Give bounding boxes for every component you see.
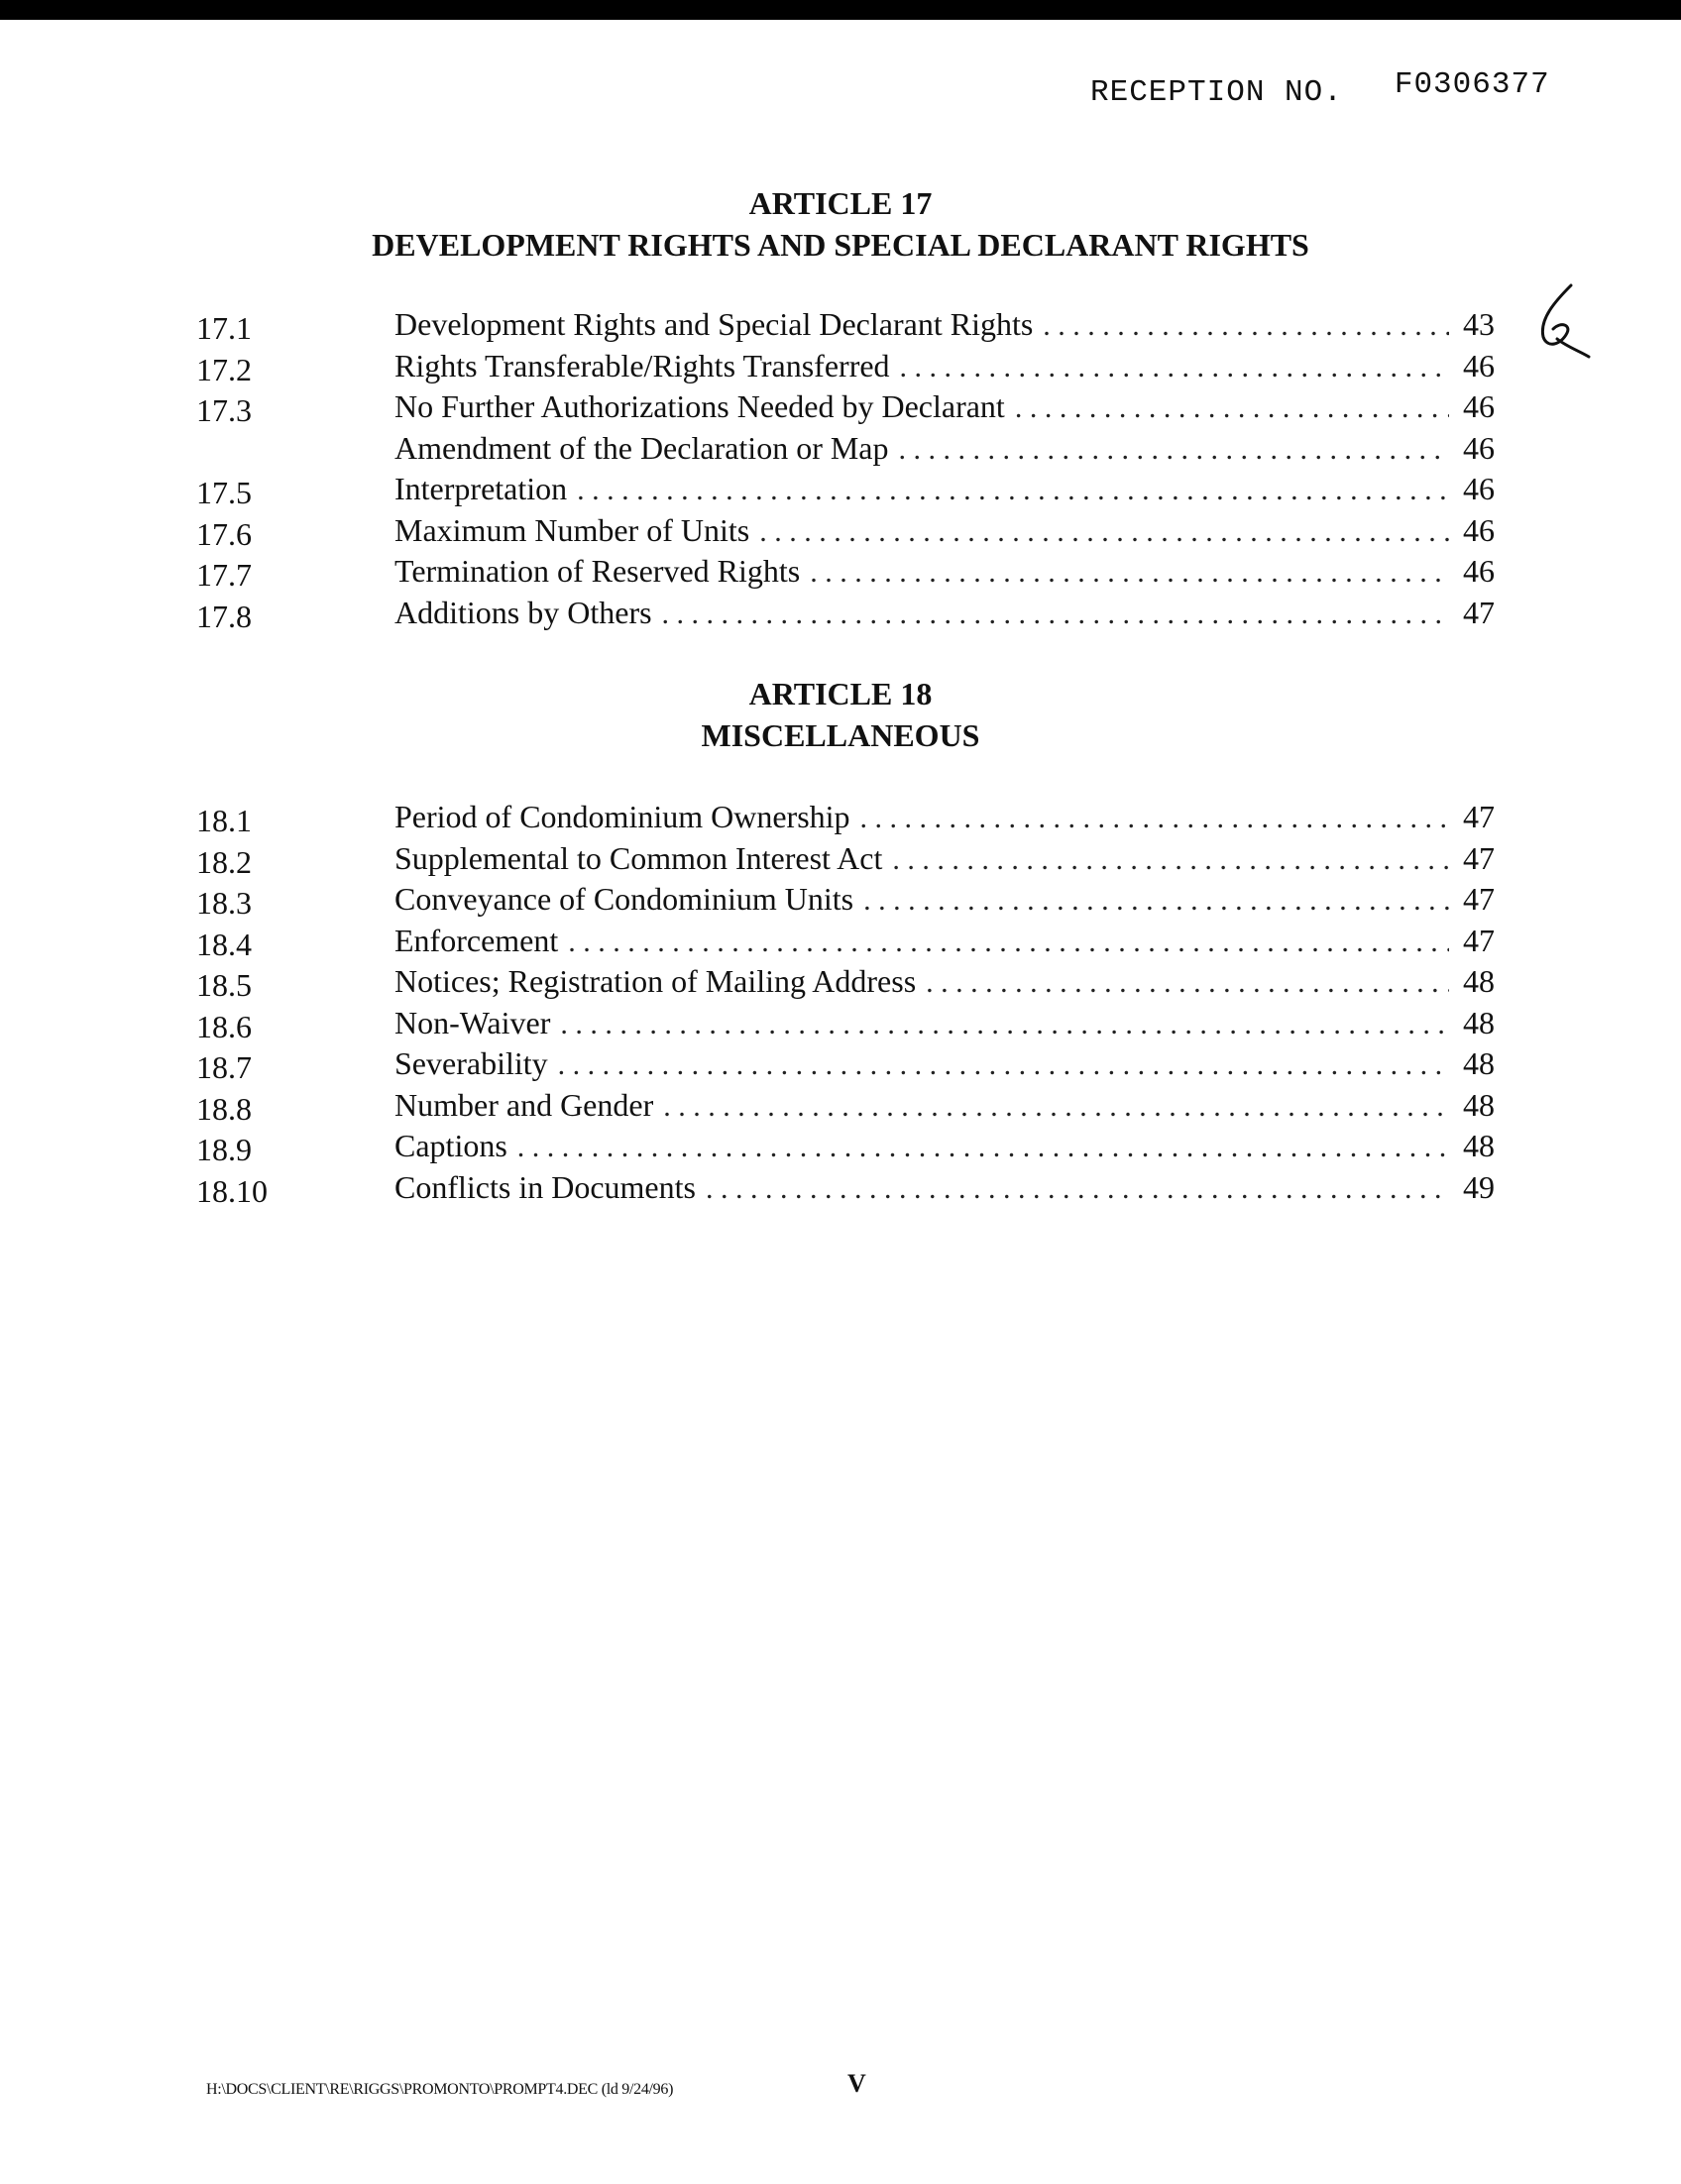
toc-section-number: 18.2 <box>196 843 252 880</box>
page-numeral: V <box>847 2069 866 2098</box>
toc-row[interactable] <box>196 386 1495 428</box>
toc-page-number: 47 <box>1463 799 1495 834</box>
article-18-heading <box>0 673 1681 756</box>
article-18-toc <box>196 797 1495 1208</box>
scan-top-border <box>0 0 1681 20</box>
toc-leader-dots <box>558 1044 1449 1086</box>
toc-leader-dots <box>663 1086 1449 1128</box>
toc-row[interactable] <box>196 1043 1495 1085</box>
toc-leader-dots <box>560 1004 1449 1045</box>
toc-page-number: 48 <box>1463 1004 1495 1040</box>
toc-leader-dots <box>577 470 1449 511</box>
toc-page-number: 46 <box>1463 347 1495 383</box>
toc-section-number: 18.9 <box>196 1132 252 1167</box>
toc-section-number: 17.3 <box>196 392 252 428</box>
toc-leader-dots <box>706 1168 1449 1210</box>
article-17-toc <box>196 304 1495 633</box>
toc-section-title: Period of Condominium Ownership <box>394 799 850 834</box>
toc-row[interactable] <box>196 428 1495 470</box>
toc-leader-dots <box>662 594 1449 635</box>
toc-section-title: Termination of Reserved Rights <box>394 553 801 589</box>
toc-section-title: Interpretation <box>394 471 568 506</box>
toc-page-number: 46 <box>1463 553 1495 589</box>
toc-leader-dots <box>899 429 1450 471</box>
article-18-title: ARTICLE 18 <box>748 676 933 711</box>
article-17-subtitle: DEVELOPMENT RIGHTS AND SPECIAL DECLARANT RIGHTS <box>372 227 1309 263</box>
toc-section-number: 18.4 <box>196 926 252 962</box>
toc-page-number: 49 <box>1463 1168 1495 1205</box>
toc-section-title: Notices; Registration of Mailing Address <box>394 963 917 999</box>
toc-section-number: 17.6 <box>196 515 252 552</box>
toc-row[interactable] <box>196 304 1495 346</box>
toc-section-number: 17.7 <box>196 557 252 593</box>
toc-row[interactable] <box>196 797 1495 838</box>
toc-row[interactable] <box>196 961 1495 1003</box>
toc-page-number: 48 <box>1463 1086 1495 1123</box>
toc-section-title: Non-Waiver <box>394 1004 551 1040</box>
toc-leader-dots <box>860 798 1449 839</box>
toc-page-number: 48 <box>1463 963 1495 999</box>
toc-row[interactable] <box>196 593 1495 634</box>
toc-section-title: Supplemental to Common Interest Act <box>394 839 883 876</box>
toc-row[interactable] <box>196 1126 1495 1167</box>
toc-section-number: 18.10 <box>196 1172 268 1209</box>
toc-section-title: Captions <box>394 1128 507 1163</box>
toc-row[interactable] <box>196 879 1495 921</box>
toc-page-number: 43 <box>1463 306 1495 342</box>
toc-section-title: Additions by Others <box>394 594 652 630</box>
toc-section-number: 18.3 <box>196 885 252 921</box>
toc-leader-dots <box>1043 305 1449 347</box>
toc-row[interactable] <box>196 838 1495 880</box>
toc-leader-dots <box>900 347 1449 388</box>
toc-page-number: 47 <box>1463 594 1495 630</box>
toc-leader-dots <box>892 839 1449 881</box>
handwritten-mark-icon <box>1531 279 1601 359</box>
toc-section-number: 18.6 <box>196 1008 252 1044</box>
toc-section-number: 18.1 <box>196 803 252 838</box>
reception-label: RECEPTION NO. <box>1090 75 1343 110</box>
toc-row[interactable] <box>196 510 1495 552</box>
toc-section-title: No Further Authorizations Needed by Declarant <box>394 388 1005 424</box>
toc-leader-dots <box>1015 387 1449 429</box>
reception-number <box>1090 67 1550 110</box>
toc-page-number: 46 <box>1463 511 1495 548</box>
toc-section-number: 18.8 <box>196 1090 252 1127</box>
toc-section-title: Maximum Number of Units <box>394 511 750 548</box>
toc-row[interactable] <box>196 1003 1495 1044</box>
toc-row[interactable] <box>196 1167 1495 1209</box>
toc-section-title: Conveyance of Condominium Units <box>394 881 854 917</box>
footer-file-path: H:\DOCS\CLIENT\RE\RIGGS\PROMONTO\PROMPT4.DEC (ld 9/24/96) <box>206 2081 674 2098</box>
toc-section-title: Development Rights and Special Declarant Rights <box>394 306 1034 342</box>
toc-row[interactable] <box>196 346 1495 387</box>
toc-section-number: 18.5 <box>196 967 252 1003</box>
toc-page-number: 48 <box>1463 1128 1495 1163</box>
toc-section-number: 18.7 <box>196 1049 252 1085</box>
toc-row[interactable] <box>196 1085 1495 1127</box>
toc-page-number: 47 <box>1463 881 1495 917</box>
toc-section-number: 17.1 <box>196 310 252 346</box>
reception-value: F0306377 <box>1394 67 1550 102</box>
toc-page-number: 47 <box>1463 839 1495 876</box>
toc-section-title: Rights Transferable/Rights Transferred <box>394 347 890 383</box>
toc-leader-dots <box>810 552 1449 594</box>
toc-row[interactable] <box>196 921 1495 962</box>
toc-section-number: 17.5 <box>196 475 252 510</box>
toc-section-title: Number and Gender <box>394 1086 654 1123</box>
toc-section-number: 17.2 <box>196 351 252 387</box>
toc-row[interactable] <box>196 551 1495 593</box>
toc-leader-dots <box>759 511 1449 553</box>
toc-leader-dots <box>926 962 1449 1004</box>
toc-page-number: 46 <box>1463 429 1495 466</box>
article-17-title: ARTICLE 17 <box>748 185 933 221</box>
toc-row[interactable] <box>196 469 1495 510</box>
toc-section-title: Conflicts in Documents <box>394 1168 696 1205</box>
toc-section-title: Amendment of the Declaration or Map <box>394 429 889 466</box>
toc-leader-dots <box>863 880 1449 922</box>
toc-page-number: 47 <box>1463 922 1495 958</box>
toc-section-title: Severability <box>394 1045 548 1081</box>
toc-section-number: 17.8 <box>196 598 252 634</box>
toc-leader-dots <box>568 922 1449 963</box>
toc-section-title: Enforcement <box>394 922 559 958</box>
toc-leader-dots <box>517 1127 1449 1168</box>
article-17-heading <box>0 182 1681 266</box>
toc-page-number: 48 <box>1463 1045 1495 1081</box>
toc-page-number: 46 <box>1463 388 1495 424</box>
article-18-subtitle: MISCELLANEOUS <box>701 717 980 753</box>
toc-page-number: 46 <box>1463 471 1495 506</box>
